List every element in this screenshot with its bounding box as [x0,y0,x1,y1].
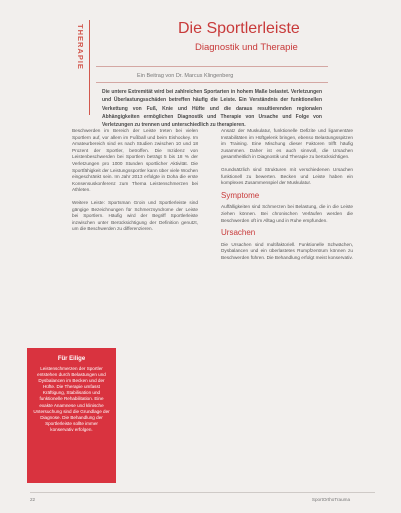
body-paragraph: Die Ursachen sind multifaktoriell. Funktionelle Schwächen, Dysbalancen und ein überlastetes Rumpfzentrum können zu Beschwerden führen. Die Behandlung erfolgt meist konservativ. [221,241,353,260]
body-paragraph: Ansatz der Muskulatur, funktionelle Defizite und ligamentäre Instabilitäten im Hüftgelenk bringen, ebenso Belastungsspitzen im Training. Eine Mischung dieser Faktoren trifft häufig zusammen. Daher ist es auch sinnvoll, die Ursachen gesamtheitlich in Diagnostik und Therapie zu berücksichtigen. [221,128,353,160]
column-right [221,128,353,268]
footer-divider [30,492,375,493]
column-left [72,128,198,239]
byline: Ein Beitrag von Dr. Marcus Klingenberg [137,73,234,79]
article-subtitle: Diagnostik und Therapie [195,42,298,53]
info-box-heading: Für Eilige [57,356,86,362]
divider-bottom [96,82,328,83]
section-tag-label: THERAPIE [76,24,85,70]
body-paragraph: Grundsätzlich sind Strukturen mit verschiedenen Ursachen funktionell zu bewerten. Becken und Leiste haben ein komplexes Zusammenspiel der Muskulatur. [221,166,353,186]
divider-top [96,66,328,67]
heading-symptome: Symptome [221,190,260,200]
article-title: Die Sportlerleiste [178,20,300,37]
body-paragraph: Beschwerden im Bereich der Leiste treten bei vielen Sportlern auf, vor allem im Fußball und beim Eishockey. Im Amateurbereich sind es nach Studien zwischen 10 und 18 Prozent der Sportler, betroffen. Die Inzidenz von Leistenbeschwerden bei Sportlern beträgt 5 bis 18 % der Verletzungen pro 1000 Stunden sportlicher Aktivität. Die Sportfähigkeit der Leistungssportler kann über viele Wochen eingeschränkt sein. Im Jahr 2013 erfolgte in Doha die erste Konsensuskonferenz zum Thema Leistenschmerzen bei Athleten. [72,128,198,193]
section-divider [89,20,90,115]
body-paragraph: Weitere Leiste: Sportsman Groin und Sportlerleiste sind gängige Bezeichnungen für Schmerzsyndrome der Leiste bei Sportlern. Häufig wird der Begriff Sportlerleiste inzwischen unter Berücksichtigung der Definition genutzt, um die Beschwerden zu differenzieren. [72,199,198,232]
info-box [27,348,116,483]
body-paragraph: Auffälligkeiten sind Schmerzen bei Belastung, die in die Leiste ziehen können. Bei chronischen Verläufen werden die Beschwerden oft im Alltag und in Ruhe empfunden. [221,204,353,223]
heading-ursachen: Ursachen [221,228,256,238]
info-box-text: Leistenschmerzen der Sportler entstehen durch Belastungen und Dysbalancen im Becken und der Hüfte. Die Therapie umfasst Kräftigung, Stabilisation und funktionelle Rehabilitation. Eine exakte Anamnese und klinische Untersuchung sind die Grundlage der Diagnose. Die Behandlung der Sportlerleiste sollte immer konservativ erfolgen. [33,366,110,432]
section-tag [73,24,87,94]
page-number: 22 [30,497,36,502]
publication-name: SportOrthoTrauma [311,497,350,502]
lead-paragraph: Die untere Extremität wird bei zahlreichen Sportarten in hohem Maße belastet. Verletzungen und Überlastungsschäden betreffen häufig die Leiste. Ein Verständnis der funktionellen Verkettung von Fuß, Knie und Hüfte und die daraus resultierenden regionalen Abhängigkeiten ermöglichen Diagnostik und Therapie von Ursache und Folge von Verletzungen zu trennen und unterschiedlich zu therapieren. [102,89,322,129]
